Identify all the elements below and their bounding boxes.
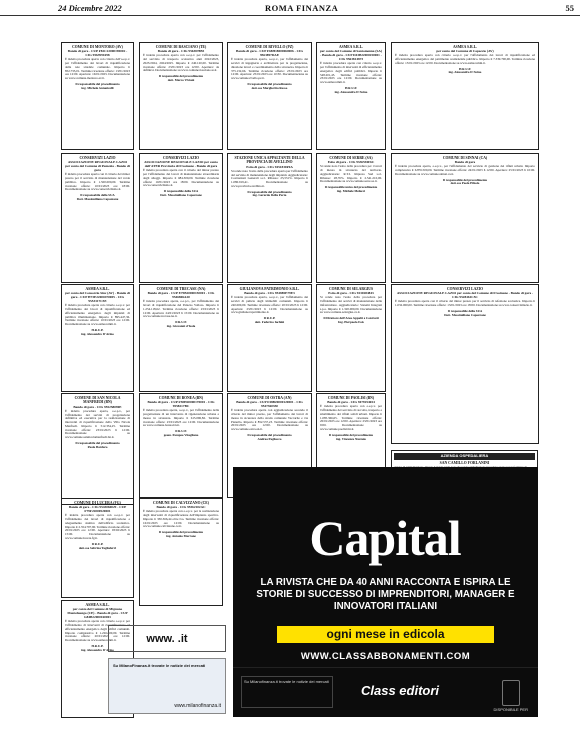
website-ad[interactable]: www. .it	[108, 625, 226, 652]
notice-title: ASMEA S.R.L.	[85, 603, 110, 607]
notice-box	[316, 284, 386, 392]
notice-body: È indetta procedura aperta con aggiudicazione secondo il criterio del minor prezzo, per l'affidamento dei lavori di messa in sicurezza della strada comunale Vaccarile e via Pianello. Importo € 852.537,23. Termine ricezione offerte: 20/01/2023 ore 12:00. Documentazione su www.comune.ostra.an.it.	[231, 408, 308, 432]
milanofinanza-ad-logo: www.milanofinanza.it	[174, 703, 221, 709]
notice-title: COMUNE DI MONTORO (AV)	[72, 45, 123, 49]
notice-body: È indetta procedura aperta con criterio o.e.p.v. per l'affidamento dei lavori di riqualificazione ed efficientamento energetico degli impianti di pubblica illuminazione. Importo € 895.447,36. Termine ricezione offerte: 10/01/2023 ore 12:00. Documentazione su www.asmecomm.it.	[65, 303, 130, 327]
phone-icon	[502, 680, 520, 706]
hospital-notice-head: AZIENDA OSPEDALIERA	[394, 453, 535, 460]
notice-title: GIULIANOVA PATRIMONIO S.R.L.	[239, 287, 300, 291]
notice-signature: Il responsabile della SUA	[163, 189, 199, 194]
notice-signature: Il R.U.P.	[91, 541, 104, 546]
notice-box	[139, 284, 223, 392]
capital-edicola-banner: ogni mese in edicola	[277, 626, 494, 643]
notice-signatory: ing. Michele Melucci	[336, 188, 366, 193]
notice-body: È indetta procedura aperta con criterio o.e.p.v. per l'affidamento di interventi di efficientamento energetico degli edifici pubblici. Importo € 548.201,45. Termine ricezione offerte: 23/01/2023 ore 12:00. Documentazione su www.asmecomm.it.	[320, 61, 382, 85]
notice-title: COMUNE DI LUCERA (FG)	[74, 501, 121, 505]
notice-subtitle: Bando di gara - CIG 95562102AC	[156, 505, 206, 510]
notice-subtitle: Esito di gara - CIG 9230284843	[328, 291, 374, 296]
notice-title: COMUNE DI CALVIZZANO (CE)	[153, 501, 209, 505]
notice-body: È indetta procedura aperta con il criterio del minor prezzo per il servizio di refezione scolastica. Importo € 1.032.000,00. Termine ricezione offerte: 13/01/2023 ore 18:00. Documentazione su www.conservizilazio.it.	[395, 299, 535, 308]
notice-body: Si rende noto l'esito della procedura per i lavori di messa in sicurezza del territorio. Aggiudicatario: R.T.I. Impresa Sud s.r.l. Ribasso: 28,76%. Importo € 2.541.210,00. Documentazione su www.comune.serre.sa.it.	[320, 164, 382, 184]
notice-title: COMUNE DI PAOLISI (BN)	[327, 396, 375, 400]
notice-subtitle: ASSOCIAZIONE REGIONALE LAZIO per conto del Comune di Pomezia - Bando di gara	[65, 160, 130, 173]
notice-signatory: ing. Vincenzo Nuzzolo	[335, 436, 366, 441]
notice-signatory: Andrea Pagliocco	[257, 436, 282, 441]
notice-body: È indetta procedura aperta, o.e.p.v., per l'affidamento della progettazione di un intervento di rigenerazione urbana e messa in sicurezza. Importo € 615.096,82. Termine ricezione offerte: 23/01/2023 ore 12:00. Documentazione su www.comune.bonea.bn.it.	[143, 408, 219, 428]
notice-title: ASMEA S.R.L.	[85, 287, 110, 291]
notice-signatory: ing. Gerardo Della Porta	[252, 193, 287, 198]
notice-signatory: Dott. Massimiliano Capozzone	[160, 192, 202, 197]
page-title: ROMA FINANZA	[265, 3, 339, 13]
notice-subtitle: Bando di gara - CIG 9479254654	[327, 400, 375, 405]
notice-signatory: dott. Marco Viviani	[167, 77, 195, 82]
notice-box	[61, 153, 134, 283]
notice-box	[391, 42, 539, 150]
notice-subtitle: Bando di gara - CIG 9543060029 - CUP F79F22000520001	[68, 505, 127, 514]
notice-body: È indetta procedura aperta con o.e.p.v. per l'affidamento del servizio di trasporto scolastico anni 2022/2023, 2023/2024, 2024/2025. Importo € 240.120,00. Termine ricezione offerte: 23/01/2023 ore 12:00. Apertura: da definirsi. Documentazione su www.comune.basciano.te.it.	[143, 53, 219, 73]
page-number: 55	[565, 3, 574, 13]
capital-available-label: DISPONIBILE PER	[493, 707, 528, 712]
notice-title: COMUNE DI RIVELLO (PZ)	[245, 45, 294, 49]
notice-title: STAZIONE UNICA APPALTANTE DELLA PROVINCIA DI AVELLINO	[234, 156, 305, 165]
notice-subtitle: Bando di gara - CIG 9563878B5	[157, 49, 205, 54]
notice-body: È indetta procedura aperta, o.e.p.v., per l'affidamento dei servizi di progettazione definitiva ed esecutiva per la realizzazione di interventi di riqualificazione della Villa Nicola Manfredi. Importo € 512.334,25. Termine ricezione offerte: 23/01/2023 h 12:00. Documentazione su www.comune.sannicolamanfredi.bn.it.	[65, 408, 130, 440]
notice-signatory: Dott. Massimiliano Capozzone	[76, 197, 119, 201]
notice-body: È indetta procedura aperta con criterio dell'o.e.p.v. per l'affidamento dei lavori di riqualificazione della rete stradale comunale. Importo € 852.733,01. Termine ricezione offerte: 13/01/2023 ore 12:00. Apertura: 16/01/2023. Documentazione su www.comune.montoro.av.it.	[65, 57, 130, 81]
notice-signature: Il responsabile del procedimento	[328, 432, 374, 437]
notice-title: COMUNE DI SELARGIUS	[328, 287, 374, 291]
notice-box	[61, 393, 134, 505]
notice-body: È indetta procedura aperta, o.e.p.v., per l'affidamento dei lavori di riqualificazione del Palazzo Vollaro. Importo € 1.254.118,62. Termine ricezione offerte: 23/01/2023 h 12:00. Apertura: 24/01/2023 h 15:00. Documentazione su www.comune.trecase.na.it.	[143, 299, 219, 319]
notice-body: È indetta procedura aperta con o.e.p.v. per la realizzazione degli interventi di riqualificazione dell'impianto sportivo. Importo € 330.366,44 oltre iva. Termine ricezione offerte: 16/01/2023 ore 12:00. Documentazione su www.comune.calvizzano.ce.it.	[143, 509, 219, 529]
notice-body: È indetta procedura aperta con o.e.p.v. per l'affidamento del servizio di raccolta, trasporto e smaltimento dei rifiuti solidi urbani. Importo € 1.085.366,65. Termine ricezione offerte: 20/01/2023 ore 12:00. Apertura: 23/01/2023 ore 9:00. Documentazione su www.comune.paolisi.bn.it.	[320, 404, 382, 431]
notice-signatory: dott.ssa Margherita Rosso	[251, 85, 288, 90]
capital-logo: Capital	[309, 510, 461, 566]
notice-body: Si rende noto l'esito della procedura per l'affidamento dei servizi di manutenzione delle infrastrutture. Aggiudicatario: Sistemi Integrati s.p.a. Importo € 1.320.000,00. Documentazione su www.comune.selargius.ca.it.	[320, 295, 382, 315]
notice-subtitle: Bando di gara - CUP F48B20000120001 - CIG 9547360350	[236, 400, 303, 409]
milanofinanza-ad[interactable]	[108, 658, 226, 714]
notice-box	[316, 153, 386, 283]
notice-subtitle: ASSOCIAZIONE REGIONALE LAZIO per conto dell'ATER Provincia di Frosinone - Bando di gara	[144, 160, 218, 169]
notice-box	[139, 153, 223, 283]
notice-signatory: ing. Giovanni d'Isola	[166, 323, 196, 328]
notice-signature: H.R.U.P.	[91, 328, 104, 332]
notice-body: È indetta procedura aperta, o.e.p.v., per l'affidamento dei servizi di pulizia degli immobili comunali. Importo € 240.000,00. Termine ricezione offerte: 20/01/2023 h 12:00. Apertura: 23/01/2023 h 12:00. Documentazione su www.giulianovapatrimonio.it.	[231, 295, 308, 315]
capital-available-on	[494, 680, 528, 712]
notice-title: COMUNE DI SERRE (SA)	[329, 156, 373, 160]
milanofinanza-ad-text: Su MilanoFinanza.it trovate le notizie dei mercati	[113, 663, 206, 668]
notice-signatory: ing. Alessandro D'Avino	[334, 89, 368, 94]
notice-signature: Il responsabile del procedimento	[247, 81, 292, 86]
notice-signature: Il responsabile del procedimento	[75, 440, 120, 445]
page-date: 24 Dicembre 2022	[58, 3, 122, 13]
notice-signatory: geom. Pompeo Vitagliano	[163, 432, 199, 437]
notice-title: COMUNE DI OSTRA (AN)	[247, 396, 292, 400]
notice-box	[391, 284, 539, 444]
capital-footer	[233, 667, 538, 717]
notice-signature: Il responsabile del procedimento	[247, 432, 292, 437]
notice-signatory: ing. Antonio Morrone	[166, 533, 196, 538]
notice-signatory: ing. Alessandro D'Avino	[448, 70, 482, 75]
notice-box	[227, 153, 312, 283]
notice-box	[139, 393, 223, 498]
notice-subtitle: Bando di gara - CUP F58H20000170001 - CIG 9558217BC	[147, 400, 215, 409]
notice-box	[227, 42, 312, 150]
capital-pitch: LA RIVISTA CHE DA 40 ANNI RACCONTA E ISPIRA LE STORIE DI SUCCESSO DI IMPRENDITORI, MANAGER E INNOVATORI ITALIANI	[256, 577, 515, 613]
notice-subtitle: Bando di gara - CIG 955258090E	[73, 404, 122, 409]
capital-ad[interactable]	[233, 467, 538, 717]
notice-title: ASMEA S.R.L.	[453, 45, 477, 49]
notice-signature: Il Direttore dell'Area Appalti e Contratti	[323, 316, 379, 321]
notice-body: È indetta procedura aperta con il criterio del minor prezzo per l'affidamento dei lavori di manutenzione straordinaria degli alloggi. Importo € 684.300,00. Termine ricezione offerte: 10/01/2023 ore 18:00. Documentazione su www.conservizilazio.it.	[143, 168, 219, 188]
notice-signature: Il R.U.P.	[175, 320, 187, 325]
notice-title: COMUNE DI BONEA (BN)	[158, 396, 204, 400]
notice-signatory: ing. Alessandro D'Avino	[81, 331, 114, 336]
class-editori-logo: Class editori	[361, 683, 440, 698]
notice-subtitle: Bando di gara - CUP E75B20000150001 - CIG 9546806A20	[147, 291, 215, 300]
notice-box	[139, 498, 223, 606]
notice-subtitle: per conto del Comune di Mignano Monteluongo (CE) - Bando di gara - CUP G84B22000160001	[67, 607, 128, 620]
notice-body: È indetta procedura aperta con criterio o.e.p.v. per l'affidamento dei lavori di riqualificazione ed efficientamento energetico del patrimonio residenziale pubblico. Importo € 7.339.700,00. Termine ricezione offerte: 13/01/2023 ore 12:00. Documentazione su www.asmecomm.it.	[395, 53, 535, 65]
notice-title: ASMEA S.R.L.	[339, 45, 363, 49]
notice-signature: Il R.U.P.	[175, 429, 187, 434]
notice-signature: Il responsabile della SUA	[447, 308, 483, 313]
notice-title: COMUNE DI SAN NICOLA MANFREDI (BN)	[74, 396, 121, 405]
notice-title: CONSERVIZI LAZIO	[446, 287, 484, 291]
notice-subtitle: Bando di gara - CUP F68H18000060006 - CIG 9563897DAE	[236, 49, 303, 58]
notice-title: CONSERVIZI LAZIO	[79, 156, 116, 160]
notice-signatory: dott. Federico Iachini	[254, 319, 285, 324]
notice-signature: Il responsabile del procedimento	[158, 74, 204, 79]
notice-subtitle: ASSOCIAZIONE REGIONALE LAZIO per conto del Comune di Frosinone - Bando di gara - CIG 9528461C5C	[396, 291, 534, 300]
notice-box	[227, 284, 312, 392]
notice-signatory: Ing. Pierpaolo Fois	[338, 319, 364, 324]
capital-url[interactable]: WWW.CLASSABBONAMENTI.COM	[300, 651, 471, 662]
notice-subtitle: Bando di gara	[454, 160, 476, 165]
notice-title: COMUNE DI SINNAI (CA)	[442, 156, 488, 160]
notice-subtitle: Bando di gara - CUP F82C22000190002 - CIG 9563991698	[67, 49, 128, 58]
capital-footer-promo: Su Milanofinanza.it trovate le notizie dei mercati	[241, 676, 333, 708]
notice-signature: Il responsabile della SUA	[80, 193, 115, 198]
notice-signature: Il responsabile del procedimento	[247, 189, 292, 194]
page-header	[0, 0, 580, 16]
notice-body: Si rende noto l'esito della procedura aperta per l'affidamento del servizio di manutenzione degli impianti. Aggiudicatario: Costruzioni Generali s.r.l. Ribasso: 25,531%. Importo € 1.080.919,41. Documentazione su www.provincia.avellino.it.	[231, 168, 308, 188]
notice-body: È indetta procedura aperta con criterio o.e.p.v. per l'affidamento di interventi di riqualificazione ed efficientamento energetico degli edifici comunali. Importo complessivo € 1.226.800,00. Termine ricezione offerte: 20/01/2023 ore 12:00. Documentazione su www.asmecomm.it.	[65, 619, 130, 643]
notice-body: È indetta procedura aperta, o.e.p.v., per l'affidamento del servizio di gestione dei rifiuti urbani. Importo complessivo € 6.876.500,00. Termine ricezione offerte: 24/01/2023 h 12:00. Apertura: 25/01/2023 h 10:00. Documentazione su www.comune.sinnai.ca.it.	[395, 164, 535, 176]
notice-title: COMUNE DI TRECASE (NA)	[156, 287, 206, 291]
notice-subtitle: per conto del Consorzio Sinc (AV) - Bando di gara - CUP H73E22000470005 - CIG 9553317C5E	[65, 291, 130, 304]
notice-body: È indetta procedura aperta, o.e.p.v., per l'affidamento dei servizi di ingegneria e architettura per la progettazione, direzione lavori e coordinamento della sicurezza. Importo € 375.132,66. Termine ricezione offerte: 23/01/2023 ore 12:00. Apertura: 25/01/2023 ore 10:30. Documentazione su www.comune.rivello.pz.it.	[231, 57, 308, 81]
notice-signature: Il responsabile unico del procedimento	[324, 185, 378, 190]
notice-signatory: Dott. Massimiliano Capozzone	[444, 312, 486, 317]
notice-body: È indetta procedura aperta con il criterio del minor prezzo per il servizio di manutenzione del verde pubblico. Importo € 1.500.000,00. Termine ricezione offerte: 10/01/2023 ore 18:00. Documentazione su www.conservizilazio.it.	[65, 172, 130, 192]
notice-signatory: dott.ssa Paola Pilzolo	[450, 181, 480, 186]
notice-signature: Il responsabile del procedimento	[158, 530, 204, 535]
notice-signature: Il R.U.P.	[263, 316, 276, 321]
notice-subtitle: Esito di gara - CIG 9336594F6C	[327, 160, 375, 165]
notice-subtitle: per conto del Comune di Capaccio (AV)	[436, 49, 494, 54]
notice-box	[139, 42, 223, 150]
notice-box	[61, 284, 134, 392]
notice-signature: H.R.U.P.	[345, 86, 357, 90]
notice-subtitle: Bando di gara - CIG 954885E79E3	[244, 291, 295, 296]
notice-title: CONSERVIZI LAZIO	[162, 156, 200, 160]
notice-title: COMUNE DI BASCIANO (TE)	[155, 45, 207, 49]
notice-signatory: ing. Michele Antonicelli	[81, 85, 114, 90]
notice-signature: H.R.U.P.	[91, 644, 104, 648]
notice-signature: Il responsabile del procedimento	[75, 81, 120, 86]
notice-signatory: ing. Alessandro D'Avino	[81, 647, 114, 652]
notice-box	[391, 153, 539, 283]
notice-signature: H.R.U.P.	[459, 66, 471, 71]
notice-box	[316, 42, 386, 150]
notice-box	[61, 42, 134, 150]
notice-body: È indetta procedura aperta con o.e.p.v. per l'affidamento dei lavori di riqualificazione e adeguamento sismico dell'edificio scolastico. Importo € 2.354.797,90. Termine ricezione offerte: 20/01/2023 ore 12:00. Apertura: 03/02/2023 h 15:00. Documentazione su www.comune.lucera.fg.it.	[65, 513, 130, 540]
notice-signatory: Paolo Bardaro	[87, 444, 108, 449]
notice-subtitle: per conto del Comune di Santomenna (SA) - Bando di gara - CUP D43B22000250001 - CIG 9563814873	[320, 49, 382, 62]
hospital-notice-title: SAN CAMILLO FORLANINI	[439, 460, 490, 465]
notice-signature: Il responsabile del procedimento	[442, 177, 488, 182]
notice-subtitle: Esito di gara - CIG 9451830F0A	[246, 164, 293, 169]
notice-signatory: dott.ssa Sabrina Tagliaferri	[78, 545, 117, 550]
notice-box	[61, 498, 134, 598]
